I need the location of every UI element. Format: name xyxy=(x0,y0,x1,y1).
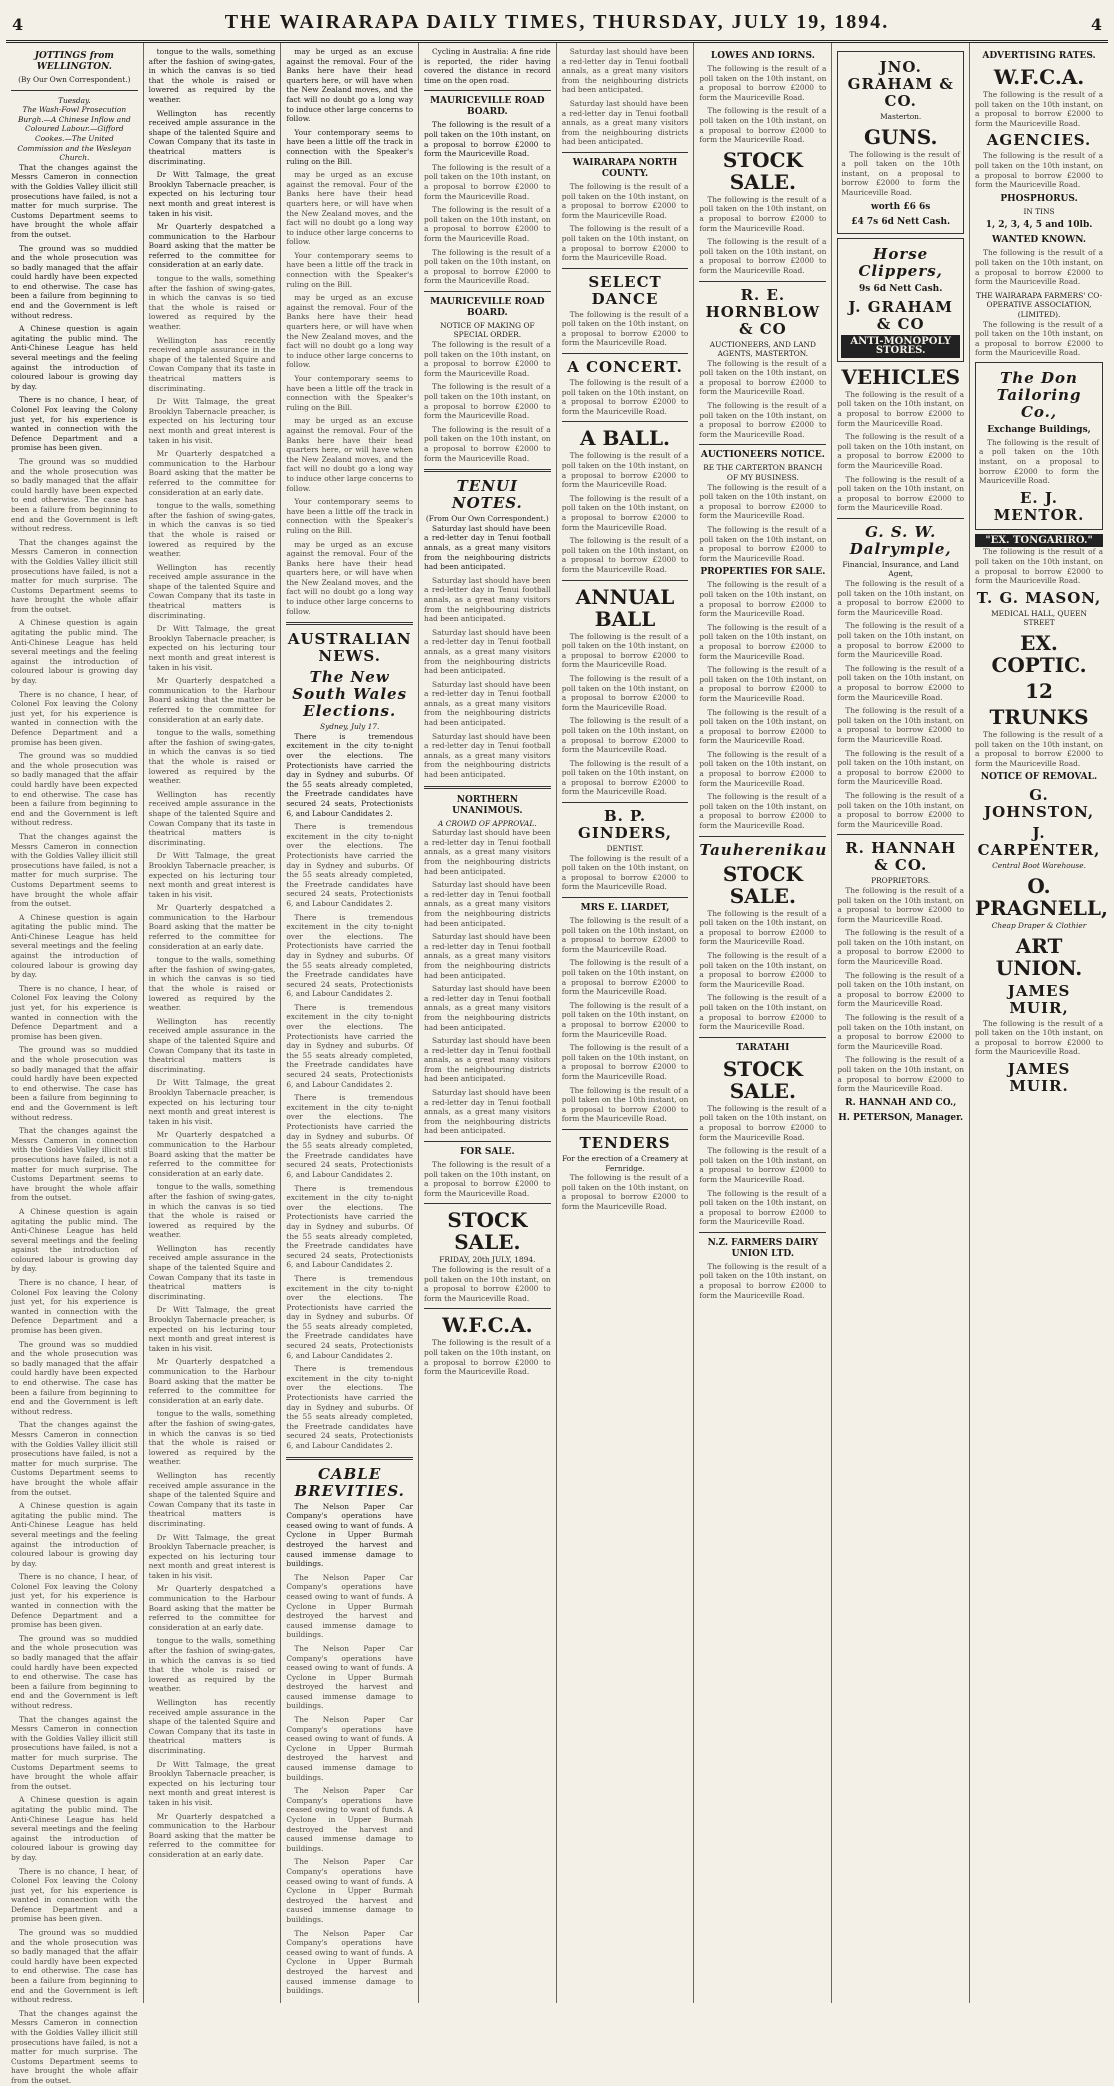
tenui-notes-subheading: (From Our Own Correspondent.) xyxy=(425,514,549,524)
article-paragraph: Saturday last should have been a red-letter day in Tenui football annals, as a great many visitors from the neighbouring districts had been anticipated. xyxy=(424,1036,551,1084)
tongariro-banner: "EX. TONGARIRO." xyxy=(975,534,1103,548)
article-paragraph: The following is the result of a poll taken on the 10th instant, on a proposal to borrow £2000 to form the Mauriceville Road. xyxy=(975,319,1104,358)
article-paragraph: A Chinese question is again agitating the public mind. The Anti-Chinese League has held several meetings and the feeling against the introduction of coloured labour is growing day by day. xyxy=(11,1206,138,1274)
article-paragraph: That the changes against the Messrs Cameron in connection with the Goldies Valley illicit still prosecutions have failed, is not a matter for much surprise. The Customs Department seems to have brought the whole affair from the outset. xyxy=(11,2008,138,2085)
divider xyxy=(562,152,689,153)
article-paragraph: Wellington has recently received ample assurance in the shape of the talented Squire and Cowan Company that its taste in theatrical matters is discriminating. xyxy=(148,1470,276,1528)
column-2 xyxy=(144,43,282,2003)
article-paragraph: Saturday last should have been a red-letter day in Tenui football annals, as a great many visitors from the neighbouring districts had been anticipated. xyxy=(561,98,689,147)
article-paragraph: The following is the result of a poll taken on the 10th instant, on a proposal to borrow £2000 to form the Mauriceville Road. xyxy=(699,525,827,563)
article-paragraph: There is tremendous excitement in the city to-night over the elections. The Protectionists have carried the day in Sydney and suburbs. Of the 55 seats already completed, the Freetrade candidates have secured 24 seats, Protectionists 6, and Labour Candidates 2. xyxy=(286,822,414,908)
column-4 xyxy=(419,43,557,2003)
article-paragraph: The following is the result of a poll taken on the 10th instant, on a proposal to borrow £2000 to form the Mauriceville Road. xyxy=(561,1173,689,1211)
article-paragraph: tongue to the walls, something after the fashion of swing-gates, in which the canvas is so tied that the whole is raised or lowered as required by the weather. xyxy=(148,1182,276,1240)
trunks-count: 12 xyxy=(1025,679,1053,703)
article-paragraph: The following is the result of a poll taken on the 10th instant, on a proposal to borrow £2000 to form the Mauriceville Road. xyxy=(699,707,827,746)
article-paragraph: Wellington has recently received ample assurance in the shape of the talented Squire and Cowan Company that its taste in theatrical matters is discriminating. xyxy=(148,108,276,166)
article-paragraph: tongue to the walls, something after the fashion of swing-gates, in which the canvas is so tied that the whole is raised or lowered as required by the weather. xyxy=(148,1636,276,1694)
article-paragraph: The Nelson Paper Car Company's operations have ceased owing to want of funds. A Cyclone in Upper Burmah destroyed the harvest and caused immense damage to buildings. xyxy=(286,1715,414,1782)
article-paragraph: The following is the result of a poll taken on the 10th instant, on a proposal to borrow £2000 to form the Mauriceville Road. xyxy=(837,621,965,660)
article-paragraph: Dr Witt Talmage, the great Brooklyn Tabernacle preacher, is expected on his lecturing tour next month and great interest is taken in his visit. xyxy=(148,1532,276,1580)
graham2-heading: J. GRAHAM & CO xyxy=(848,297,954,333)
divider xyxy=(424,1141,551,1142)
article-heading: JOTTINGS from WELLINGTON. xyxy=(34,51,114,72)
article-paragraph: The following is the result of a poll taken on the 10th instant, on a proposal to borrow £2000 to form the Mauriceville Road. xyxy=(561,224,689,263)
northern-unanimous-subheading: A CROWD OF APPROVAL. xyxy=(438,818,537,828)
article-paragraph: The following is the result of a poll taken on the 10th instant, on a proposal to borrow £2000 to form the Mauriceville Road. xyxy=(424,1338,551,1377)
article-paragraph: The following is the result of a poll taken on the 10th instant, on a proposal to borrow £2000 to form the Mauriceville Road. xyxy=(424,382,551,421)
article-paragraph: The following is the result of a poll taken on the 10th instant, on a proposal to borrow £2000 to form the Mauriceville Road. xyxy=(699,580,827,619)
muir2-heading: JAMES MUIR. xyxy=(1007,1059,1071,1095)
mauriceville-heading: MAURICEVILLE ROAD BOARD. xyxy=(430,96,545,118)
muir-heading: JAMES MUIR, xyxy=(1007,981,1071,1017)
article-paragraph: The following is the result of a poll taken on the 10th instant, on a proposal to borrow £2000 to form the Mauriceville Road. xyxy=(837,663,965,702)
divider xyxy=(424,786,551,789)
divider xyxy=(424,291,551,292)
article-paragraph: The following is the result of a poll taken on the 10th instant, on a proposal to borrow £2000 to form the Mauriceville Road. xyxy=(561,451,689,490)
article-paragraph: Mr Quarterly despatched a communication to the Harbour Board asking that the matter be referred to the committee for consideration at an early date. xyxy=(148,676,276,724)
divider xyxy=(562,421,689,422)
article-paragraph: There is no chance, I hear, of Colonel Fox leaving the Colony just yet, for his experience is wanted in connection with the Defence Department and a promise has been given. xyxy=(11,1572,138,1630)
stock-sale-2-heading: STOCK SALE. xyxy=(722,861,803,908)
mentor-heading: E. J. MENTOR. xyxy=(993,488,1085,524)
concert-heading: A CONCERT. xyxy=(567,358,683,377)
article-paragraph: The ground was so muddied and the whole prosecution was so badly managed that the affair could hardly have been expected to end otherwise. The case has been a failure from beginning to end and the Government is left without redress. xyxy=(11,751,138,828)
article-paragraph: The following is the result of a poll taken on the 10th instant, on a proposal to borrow £2000 to form the Mauriceville Road. xyxy=(699,749,827,788)
australian-news-heading: AUSTRALIAN NEWS. xyxy=(287,630,412,666)
article-paragraph: The following is the result of a poll taken on the 10th instant, on a proposal to borrow £2000 to form the Mauriceville Road. xyxy=(837,1055,965,1094)
stock-sale-date: FRIDAY, 20th JULY, 1894. xyxy=(439,1255,536,1265)
divider xyxy=(286,1457,413,1460)
vehicles-heading: VEHICLES xyxy=(841,364,961,389)
article-paragraph: Wellington has recently received ample assurance in the shape of the talented Squire and Cowan Company that its taste in theatrical matters is discriminating. xyxy=(148,1243,276,1301)
article-paragraph: Dr Witt Talmage, the great Brooklyn Tabernacle preacher, is expected on his lecturing tour next month and great interest is taken in his visit. xyxy=(148,1759,276,1807)
dalrymple-heading: G. S. W. Dalrymple, xyxy=(849,522,952,558)
cable-brevities-heading: CABLE BREVITIES. xyxy=(294,1464,405,1500)
article-paragraph: The following is the result of a poll taken on the 10th instant, on a proposal to borrow £2000 to form the Mauriceville Road. xyxy=(837,885,965,924)
farmers-coop: THE WAIRARAPA FARMERS' CO-OPERATIVE ASSOCIATION, (LIMITED). xyxy=(975,290,1103,319)
article-paragraph: The following is the result of a poll taken on the 10th instant, on a proposal to borrow £2000 to form the Mauriceville Road. xyxy=(975,90,1104,128)
horse-clippers-ad xyxy=(837,238,964,362)
article-paragraph: A Chinese question is again agitating the public mind. The Anti-Chinese League has held several meetings and the feeling against the introduction of coloured labour is growing day by day. xyxy=(11,618,138,686)
article-paragraph: There is no chance, I hear, of Colonel Fox leaving the Colony just yet, for his experience is wanted in connection with the Defence Department and a promise has been given. xyxy=(11,983,138,1041)
wanted-known-heading: WANTED KNOWN. xyxy=(992,235,1087,246)
article-paragraph: Saturday last should have been a red-letter day in Tenui football annals, as a great many visitors from the neighbouring districts had been anticipated. xyxy=(424,523,551,572)
divider xyxy=(562,353,689,354)
tins-label: IN TINS xyxy=(1023,206,1055,216)
columns xyxy=(6,43,1108,2085)
properties-heading: PROPERTIES FOR SALE. xyxy=(700,567,826,578)
tenders-subheading: For the erection of a Creamery at Fernridge. xyxy=(562,1153,688,1173)
article-paragraph: There is tremendous excitement in the city to-night over the elections. The Protectionists have carried the day in Sydney and suburbs. Of the 55 seats already completed, the Freetrade candidates have secured 24 seats, Protectionists 6, and Labour Candidates 2. xyxy=(286,1002,414,1089)
newspaper-title: THE WAIRARAPA DAILY TIMES, THURSDAY, JULY 19, 1894. xyxy=(224,11,890,33)
article-paragraph: Mr Quarterly despatched a communication to the Harbour Board asking that the matter be referred to the committee for consideration at an early date. xyxy=(148,1584,276,1632)
article-paragraph: tongue to the walls, something after the fashion of swing-gates, in which the canvas is so tied that the whole is raised or lowered as required by the weather. xyxy=(148,1409,276,1467)
article-paragraph: The following is the result of a poll taken on the 10th instant, on a proposal to borrow £2000 to form the Mauriceville Road. xyxy=(561,958,689,997)
article-paragraph: The following is the result of a poll taken on the 10th instant, on a proposal to borrow £2000 to form the Mauriceville Road. xyxy=(837,579,965,617)
article-paragraph: tongue to the walls, something after the fashion of swing-gates, in which the canvas is so tied that the whole is raised or lowered as required by the weather. xyxy=(148,501,276,559)
divider xyxy=(424,90,551,91)
article-paragraph: Wellington has recently received ample assurance in the shape of the talented Squire and Cowan Company that its taste in theatrical matters is discriminating. xyxy=(148,789,276,847)
hannah-subheading: PROPRIETORS. xyxy=(871,876,931,886)
article-paragraph: The following is the result of a poll taken on the 10th instant, on a proposal to borrow £2000 to form the Mauriceville Road. xyxy=(699,908,827,947)
divider xyxy=(424,469,551,472)
article-paragraph: The following is the result of a poll taken on the 10th instant, on a proposal to borrow £2000 to form the Mauriceville Road. xyxy=(837,1013,965,1051)
article-paragraph: The following is the result of a poll taken on the 10th instant, on a proposal to borrow £2000 to form the Mauriceville Road. xyxy=(424,205,551,243)
article-paragraph: There is tremendous excitement in the city to-night over the elections. The Protectionists have carried the day in Sydney and suburbs. Of the 55 seats already completed, the Freetrade candidates have secured 24 seats, Protectionists 6, and Labour Candidates 2. xyxy=(286,1273,414,1360)
article-paragraph: The following is the result of a poll taken on the 10th instant, on a proposal to borrow £2000 to form the Mauriceville Road. xyxy=(561,181,689,220)
article-paragraph: Dr Witt Talmage, the great Brooklyn Tabernacle preacher, is expected on his lecturing tour next month and great interest is taken in his visit. xyxy=(148,851,276,899)
article-paragraph: The following is the result of a poll taken on the 10th instant, on a proposal to borrow £2000 to form the Mauriceville Road. xyxy=(699,64,827,102)
article-paragraph: Dr Witt Talmage, the great Brooklyn Tabernacle preacher, is expected on his lecturing tour next month and great interest is taken in his visit. xyxy=(148,1305,276,1353)
divider xyxy=(699,444,826,445)
carpenter-subheading: Central Boot Warehouse. xyxy=(992,861,1086,871)
article-paragraph: The following is the result of a poll taken on the 10th instant, on a proposal to borrow £2000 to form the Mauriceville Road. xyxy=(561,1085,689,1124)
divider xyxy=(562,802,689,803)
column-5 xyxy=(557,43,695,2003)
article-paragraph: The following is the result of a poll taken on the 10th instant, on a proposal to borrow £2000 to form the Mauriceville Road. xyxy=(424,340,551,378)
article-paragraph: The following is the result of a poll taken on the 10th instant, on a proposal to borrow £2000 to form the Mauriceville Road. xyxy=(699,665,827,703)
article-paragraph: The following is the result of a poll taken on the 10th instant, on a proposal to borrow £2000 to form the Mauriceville Road. xyxy=(699,1261,827,1300)
article-paragraph: Dr Witt Talmage, the great Brooklyn Tabernacle preacher, is expected on his lecturing tour next month and great interest is taken in his visit. xyxy=(148,1078,276,1126)
article-paragraph: Mr Quarterly despatched a communication to the Harbour Board asking that the matter be referred to the committee for consideration at an early date. xyxy=(148,1811,276,1859)
hornblow-heading: R. E. HORNBLOW & CO xyxy=(705,285,821,338)
article-paragraph: The following is the result of a poll taken on the 10th instant, on a proposal to borrow £2000 to form the Mauriceville Road. xyxy=(979,437,1100,486)
article-paragraph: The Nelson Paper Car Company's operations have ceased owing to want of funds. A Cyclone in Upper Burmah destroyed the harvest and caused immense damage to buildings. xyxy=(286,1786,414,1853)
article-paragraph: The following is the result of a poll taken on the 10th instant, on a proposal to borrow £2000 to form the Mauriceville Road. xyxy=(975,547,1104,586)
article-paragraph: The following is the result of a poll taken on the 10th instant, on a proposal to borrow £2000 to form the Mauriceville Road. xyxy=(837,706,965,744)
advertising-rates: ADVERTISING RATES. xyxy=(982,51,1096,61)
article-paragraph: The following is the result of a poll taken on the 10th instant, on a proposal to borrow £2000 to form the Mauriceville Road. xyxy=(975,248,1104,287)
article-paragraph: The following is the result of a poll taken on the 10th instant, on a proposal to borrow £2000 to form the Mauriceville Road. xyxy=(424,162,551,201)
article-paragraph: The following is the result of a poll taken on the 10th instant, on a proposal to borrow £2000 to form the Mauriceville Road. xyxy=(837,432,965,470)
graham-ad xyxy=(837,51,964,234)
article-paragraph: Dr Witt Talmage, the great Brooklyn Tabernacle preacher, is expected on his lecturing tour next month and great interest is taken in his visit. xyxy=(148,170,276,218)
tenui-notes-heading: TENUI NOTES. xyxy=(451,477,523,513)
article-paragraph: The following is the result of a poll taken on the 10th instant, on a proposal to borrow £2000 to form the Mauriceville Road. xyxy=(561,1043,689,1081)
article-paragraph: Mr Quarterly despatched a communication to the Harbour Board asking that the matter be referred to the committee for consideration at an early date. xyxy=(148,222,276,270)
exchange-buildings: Exchange Buildings, xyxy=(987,424,1091,435)
article-paragraph: Wellington has recently received ample assurance in the shape of the talented Squire and Cowan Company that its taste in theatrical matters is discriminating. xyxy=(148,335,276,393)
column-8 xyxy=(970,43,1108,2003)
carterton-notice: RE THE CARTERTON BRANCH OF MY BUSINESS. xyxy=(703,463,823,483)
article-paragraph: A Chinese question is again agitating the public mind. The Anti-Chinese League has held several meetings and the feeling against the introduction of coloured labour is growing day by day. xyxy=(11,1795,138,1862)
article-paragraph: Saturday last should have been a red-letter day in Tenui football annals, as a great many visitors from the neighbouring districts had been anticipated. xyxy=(424,731,551,780)
select-dance-heading: SELECT DANCE xyxy=(588,272,662,308)
article-paragraph: The following is the result of a poll taken on the 10th instant, on a proposal to borrow £2000 to form the Mauriceville Road. xyxy=(837,389,965,428)
article-paragraph: The Nelson Paper Car Company's operations have ceased owing to want of funds. A Cyclone in Upper Burmah destroyed the harvest and caused immense damage to buildings. xyxy=(286,1928,414,1996)
anti-monopoly-banner: ANTI-MONOPOLY STORES. xyxy=(841,335,960,358)
article-paragraph: The following is the result of a poll taken on the 10th instant, on a proposal to borrow £2000 to form the Mauriceville Road. xyxy=(841,149,961,197)
graham-price: worth £6 6s xyxy=(871,201,931,212)
article-paragraph: The following is the result of a poll taken on the 10th instant, on a proposal to borrow £2000 to form the Mauriceville Road. xyxy=(699,622,827,661)
article-paragraph: The Nelson Paper Car Company's operations have ceased owing to want of funds. A Cyclone in Upper Burmah destroyed the harvest and caused immense damage to buildings. xyxy=(286,1572,414,1640)
article-paragraph: Cycling in Australia: A fine ride is reported, the rider having covered the distance in record time on the open road. xyxy=(424,47,551,85)
article-paragraph: There is tremendous excitement in the city to-night over the elections. The Protectionists have carried the day in Sydney and suburbs. Of the 55 seats already completed, the Freetrade candidates have secured 24 seats, Protectionists 6, and Labour Candidates 2. xyxy=(286,912,414,999)
taratahi-heading: TARATAHI xyxy=(736,1042,790,1053)
article-paragraph: tongue to the walls, something after the fashion of swing-gates, in which the canvas is so tied that the whole is raised or lowered as required by the weather. xyxy=(148,955,276,1013)
guns-heading: GUNS. xyxy=(863,124,938,149)
article-paragraph: There is tremendous excitement in the city to-night over the elections. The Protectionists have carried the day in Sydney and suburbs. Of the 55 seats already completed, the Freetrade candidates have secured 24 seats, Protectionists 6, and Labour Candidates 2. xyxy=(286,1183,414,1270)
divider xyxy=(562,268,689,269)
graham-location: Masterton. xyxy=(880,112,922,121)
article-paragraph: There is no chance, I hear, of Colonel Fox leaving the Colony just yet, for his experience is wanted in connection with the Defence Department and a promise has been given. xyxy=(11,689,138,747)
peterson-manager: H. PETERSON, Manager. xyxy=(838,1112,964,1123)
horse-clippers-heading: Horse Clippers, xyxy=(858,244,943,280)
tenders-heading: TENDERS xyxy=(579,1133,671,1152)
article-paragraph: Your contemporary seems to have been a little off the track in connection with the Speaker's ruling on the Bill. xyxy=(286,250,414,289)
article-paragraph: There is tremendous excitement in the city to-night over the elections. The Protectionists have carried the day in Sydney and suburbs. Of the 55 seats already completed, the Freetrade candidates have secured 24 seats, Protectionists 6, and Labour Candidates 2. xyxy=(286,1364,414,1450)
article-paragraph: The following is the result of a poll taken on the 10th instant, on a proposal to borrow £2000 to form the Mauriceville Road. xyxy=(561,758,689,797)
tins-sizes: 1, 2, 3, 4, 5 and 10lb. xyxy=(985,220,1093,231)
article-dateline: Tuesday. xyxy=(58,95,91,105)
article-paragraph: may be urged as an excuse against the removal. Four of the Banks here have their head quarters here, or will have when the New Zealand moves, and the fact will no doubt go a long way to induce other large concerns to follow. xyxy=(286,47,414,124)
divider xyxy=(286,622,413,625)
article-paragraph: Your contemporary seems to have been a little off the track in connection with the Speaker's ruling on the Bill. xyxy=(286,374,414,412)
article-paragraph: may be urged as an excuse against the removal. Four of the Banks here have their head quarters here, or will have when the New Zealand moves, and the fact will no doubt go a long way to induce other large concerns to follow. xyxy=(286,539,414,616)
article-summary: The Wash-Fowl Prosecution Burgh.—A Chinese Inflow and Coloured Labour.—Gifford Cookes.—The United Commission and the Wesleyan Church. xyxy=(17,105,132,163)
article-paragraph: The following is the result of a poll taken on the 10th instant, on a proposal to borrow £2000 to form the Mauriceville Road. xyxy=(699,1146,827,1184)
divider xyxy=(699,836,826,837)
article-paragraph: A Chinese question is again agitating the public mind. The Anti-Chinese League has held several meetings and the feeling against the introduction of coloured labour is growing day by day. xyxy=(11,912,138,980)
article-paragraph: The ground was so muddied and the whole prosecution was so badly managed that the affair could hardly have been expected to end otherwise. The case has been a failure from beginning to end and the Government is left without redress. xyxy=(11,456,138,534)
divider xyxy=(11,90,138,91)
article-paragraph: The following is the result of a poll taken on the 10th instant, on a proposal to borrow £2000 to form the Mauriceville Road. xyxy=(561,1000,689,1039)
divider xyxy=(562,897,689,898)
article-paragraph: Saturday last should have been a red-letter day in Tenui football annals, as a great many visitors from the neighbouring districts had been anticipated. xyxy=(424,627,551,676)
stock-sale-3-heading: STOCK SALE. xyxy=(722,1056,803,1103)
horse-clippers-price: 9s 6d Nett Cash. xyxy=(859,283,943,294)
article-paragraph: The following is the result of a poll taken on the 10th instant, on a proposal to borrow £2000 to form the Mauriceville Road. xyxy=(837,790,965,829)
mason-heading: T. G. MASON, xyxy=(976,588,1102,607)
northern-unanimous-heading: NORTHERN UNANIMOUS. xyxy=(452,794,523,816)
article-paragraph: Wellington has recently received ample assurance in the shape of the talented Squire and Cowan Company that its taste in theatrical matters is discriminating. xyxy=(148,562,276,620)
article-paragraph: The following is the result of a poll taken on the 10th instant, on a proposal to borrow £2000 to form the Mauriceville Road. xyxy=(424,120,551,159)
article-paragraph: Saturday last should have been a red-letter day in Tenui football annals, as a great many visitors from the neighbouring districts had been anticipated. xyxy=(424,828,551,876)
divider xyxy=(562,1129,689,1130)
article-paragraph: The following is the result of a poll taken on the 10th instant, on a proposal to borrow £2000 to form the Mauriceville Road. xyxy=(699,1188,827,1227)
article-paragraph: The following is the result of a poll taken on the 10th instant, on a proposal to borrow £2000 to form the Mauriceville Road. xyxy=(837,928,965,967)
carpenter-heading: J. CARPENTER, xyxy=(977,824,1101,860)
article-paragraph: may be urged as an excuse against the removal. Four of the Banks here have their head quarters here, or will have when the New Zealand moves, and the fact will no doubt go a long way to induce other large concerns to follow. xyxy=(286,293,414,370)
lowes-heading: LOWES AND IORNS. xyxy=(710,51,815,61)
article-paragraph: The following is the result of a poll taken on the 10th instant, on a proposal to borrow £2000 to form the Mauriceville Road. xyxy=(837,748,965,787)
divider xyxy=(699,1232,826,1233)
wfca-heading: W.F.C.A. xyxy=(442,1313,533,1338)
article-paragraph: The following is the result of a poll taken on the 10th instant, on a proposal to borrow £2000 to form the Mauriceville Road. xyxy=(561,916,689,954)
article-paragraph: That the changes against the Messrs Cameron in connection with the Goldies Valley illicit still prosecutions have failed, is not a matter for much surprise. The Customs Department seems to have brought the whole affair from the outset. xyxy=(11,162,138,239)
agencies-heading: AGENCIES. xyxy=(986,131,1092,150)
divider xyxy=(562,580,689,581)
art-union-heading: ART UNION. xyxy=(995,933,1083,980)
article-paragraph: The following is the result of a poll taken on the 10th instant, on a proposal to borrow £2000 to form the Mauriceville Road. xyxy=(699,194,827,233)
article-paragraph: There is no chance, I hear, of Colonel Fox leaving the Colony just yet, for his experience is wanted in connection with the Defence Department and a promise has been given. xyxy=(11,395,138,453)
article-paragraph: The following is the result of a poll taken on the 10th instant, on a proposal to borrow £2000 to form the Mauriceville Road. xyxy=(975,151,1104,190)
article-paragraph: Your contemporary seems to have been a little off the track in connection with the Speaker's ruling on the Bill. xyxy=(286,127,414,166)
hannah2-heading: R. HANNAH AND CO., xyxy=(845,1097,957,1108)
article-paragraph: That the changes against the Messrs Cameron in connection with the Goldies Valley illicit still prosecutions have failed, is not a matter for much surprise. The Customs Department seems to have brought the whole affair from the outset. xyxy=(11,831,138,909)
australian-news-subheading: The New South Wales Elections. xyxy=(292,668,408,721)
article-paragraph: The following is the result of a poll taken on the 10th instant, on a proposal to borrow £2000 to form the Mauriceville Road. xyxy=(561,378,689,416)
article-paragraph: The following is the result of a poll taken on the 10th instant, on a proposal to borrow £2000 to form the Mauriceville Road. xyxy=(975,1018,1104,1057)
masthead xyxy=(6,4,1108,43)
don-tailoring-heading: The Don Tailoring Co., xyxy=(996,368,1082,421)
article-paragraph: The following is the result of a poll taken on the 10th instant, on a proposal to borrow £2000 to form the Mauriceville Road. xyxy=(699,951,827,989)
don-tailoring-ad xyxy=(975,362,1103,530)
article-paragraph: The following is the result of a poll taken on the 10th instant, on a proposal to borrow £2000 to form the Mauriceville Road. xyxy=(561,716,689,755)
divider xyxy=(424,1203,551,1204)
article-paragraph: The Nelson Paper Car Company's operations have ceased owing to want of funds. A Cyclone in Upper Burmah destroyed the harvest and caused immense damage to buildings. xyxy=(286,1857,414,1924)
column-3 xyxy=(281,43,419,2003)
article-paragraph: The following is the result of a poll taken on the 10th instant, on a proposal to borrow £2000 to form the Mauriceville Road. xyxy=(561,853,689,892)
mason-subheading: MEDICAL HALL, QUEEN STREET xyxy=(991,608,1087,628)
article-paragraph: There is tremendous excitement in the city to-night over the elections. The Protectionists have carried the day in Sydney and suburbs. Of the 55 seats already completed, the Freetrade candidates have secured 24 seats, Protectionists 6, and Labour Candidates 2. xyxy=(286,731,414,818)
article-byline: (By Our Own Correspondent.) xyxy=(18,75,131,84)
article-paragraph: That the changes against the Messrs Cameron in connection with the Goldies Valley illicit still prosecutions have failed, is not a matter for much surprise. The Customs Department seems to have brought the whole affair from the outset. xyxy=(11,1714,138,1791)
article-paragraph: Saturday last should have been a red-letter day in Tenui football annals, as a great many visitors from the neighbouring districts had been anticipated. xyxy=(561,47,689,95)
north-county-heading: WAIRARAPA NORTH COUNTY. xyxy=(572,157,678,179)
article-paragraph: The following is the result of a poll taken on the 10th instant, on a proposal to borrow £2000 to form the Mauriceville Road. xyxy=(699,237,827,275)
article-paragraph: A Chinese question is again agitating the public mind. The Anti-Chinese League has held several meetings and the feeling against the introduction of coloured labour is growing day by day. xyxy=(11,324,138,391)
graham-price-nett: £4 7s 6d Nett Cash. xyxy=(851,216,951,227)
article-paragraph: A Chinese question is again agitating the public mind. The Anti-Chinese League has held several meetings and the feeling against the introduction of coloured labour is growing day by day. xyxy=(11,1501,138,1568)
article-paragraph: The following is the result of a poll taken on the 10th instant, on a proposal to borrow £2000 to form the Mauriceville Road. xyxy=(424,1160,551,1198)
ball-heading: A BALL. xyxy=(580,426,671,451)
divider xyxy=(699,281,826,282)
stock-sale-heading: STOCK SALE. xyxy=(447,1208,528,1255)
column-6 xyxy=(694,43,832,2003)
article-paragraph: Wellington has recently received ample assurance in the shape of the talented Squire and Cowan Company that its taste in theatrical matters is discriminating. xyxy=(148,1698,276,1755)
tauherenikau-heading: Tauherenikau xyxy=(699,840,828,859)
article-paragraph: Mr Quarterly despatched a communication to the Harbour Board asking that the matter be referred to the committee for consideration at an early date. xyxy=(148,1357,276,1405)
article-paragraph: Wellington has recently received ample assurance in the shape of the talented Squire and Cowan Company that its taste in theatrical matters is discriminating. xyxy=(148,1016,276,1074)
article-paragraph: The following is the result of a poll taken on the 10th instant, on a proposal to borrow £2000 to form the Mauriceville Road. xyxy=(561,493,689,532)
hannah-heading: R. HANNAH & CO. xyxy=(845,839,957,875)
article-paragraph: The following is the result of a poll taken on the 10th instant, on a proposal to borrow £2000 to form the Mauriceville Road. xyxy=(699,482,827,521)
article-paragraph: The following is the result of a poll taken on the 10th instant, on a proposal to borrow £2000 to form the Mauriceville Road. xyxy=(561,309,689,348)
for-sale-heading: FOR SALE. xyxy=(460,1147,515,1158)
annual-ball-heading: ANNUAL BALL xyxy=(575,584,675,631)
ginders-subheading: DENTIST. xyxy=(606,844,644,854)
article-paragraph: Saturday last should have been a red-letter day in Tenui football annals, as a great many visitors from the neighbouring districts had been anticipated. xyxy=(424,679,551,728)
article-paragraph: Saturday last should have been a red-letter day in Tenui football annals, as a great many visitors from the neighbouring districts had been anticipated. xyxy=(424,575,551,624)
article-paragraph: The Nelson Paper Car Company's operations have ceased owing to want of funds. A Cyclone in Upper Burmah destroyed the harvest and caused immense damage to buildings. xyxy=(286,1501,414,1569)
trunks-heading: TRUNKS xyxy=(989,705,1089,729)
article-paragraph: The following is the result of a poll taken on the 10th instant, on a proposal to borrow £2000 to form the Mauriceville Road. xyxy=(699,401,827,439)
divider xyxy=(424,1308,551,1309)
article-paragraph: The ground was so muddied and the whole prosecution was so badly managed that the affair could hardly have been expected to end otherwise. The case has been a failure from beginning to end and the Government is left without redress. xyxy=(11,1633,138,1710)
article-paragraph: Saturday last should have been a red-letter day in Tenui football annals, as a great many visitors from the neighbouring districts had been anticipated. xyxy=(424,984,551,1032)
hornblow-subheading: AUCTIONEERS, AND LAND AGENTS, MASTERTON. xyxy=(709,339,816,359)
article-paragraph: The following is the result of a poll taken on the 10th instant, on a proposal to borrow £2000 to form the Mauriceville Road. xyxy=(699,792,827,831)
australian-news-date: Sydney, July 17. xyxy=(320,722,380,732)
article-paragraph: tongue to the walls, something after the fashion of swing-gates, in which the canvas is so tied that the whole is raised or lowered as required by the weather. xyxy=(148,47,276,104)
article-paragraph: may be urged as an excuse against the removal. Four of the Banks here have their head quarters here, or will have when the New Zealand moves, and the fact will no doubt go a long way to induce other large concerns to follow. xyxy=(286,416,414,493)
article-paragraph: The following is the result of a poll taken on the 10th instant, on a proposal to borrow £2000 to form the Mauriceville Road. xyxy=(561,536,689,574)
column-1 xyxy=(6,43,144,2085)
article-paragraph: The following is the result of a poll taken on the 10th instant, on a proposal to borrow £2000 to form the Mauriceville Road. xyxy=(561,673,689,712)
divider xyxy=(699,1037,826,1038)
article-paragraph: The ground was so muddied and the whole prosecution was so badly managed that the affair could hardly have been expected to end otherwise. The case has been a failure from beginning to end and the Government is left without redress. xyxy=(11,1045,138,1122)
page-number-left: 4 xyxy=(12,15,24,34)
article-paragraph: There is tremendous excitement in the city to-night over the elections. The Protectionists have carried the day in Sydney and suburbs. Of the 55 seats already completed, the Freetrade candidates have secured 24 seats, Protectionists 6, and Labour Candidates 2. xyxy=(286,1093,414,1179)
pragnell-subheading: Cheap Draper & Clothier xyxy=(991,920,1087,930)
article-paragraph: There is no chance, I hear, of Colonel Fox leaving the Colony just yet, for his experience is wanted in connection with the Defence Department and a promise has been given. xyxy=(11,1866,138,1924)
article-paragraph: The following is the result of a poll taken on the 10th instant, on a proposal to borrow £2000 to form the Mauriceville Road. xyxy=(837,970,965,1009)
article-paragraph: The ground was so muddied and the whole prosecution was so badly managed that the affair could hardly have been expected to end otherwise. The case has been a failure from beginning to end and the Government is left without redress. xyxy=(11,1928,138,2005)
article-paragraph: The following is the result of a poll taken on the 10th instant, on a proposal to borrow £2000 to form the Mauriceville Road. xyxy=(424,424,551,463)
article-paragraph: Dr Witt Talmage, the great Brooklyn Tabernacle preacher, is expected on his lecturing tour next month and great interest is taken in his visit. xyxy=(148,397,276,445)
article-paragraph: The ground was so muddied and the whole prosecution was so badly managed that the affair could hardly have been expected to end otherwise. The case has been a failure from beginning to end and the Government is left without redress. xyxy=(11,243,138,320)
article-paragraph: The following is the result of a poll taken on the 10th instant, on a proposal to borrow £2000 to form the Mauriceville Road. xyxy=(424,1265,551,1303)
removal-notice: NOTICE OF REMOVAL. xyxy=(980,772,1098,783)
wfca-heading: W.F.C.A. xyxy=(993,65,1085,89)
ginders-heading: B. P. GINDERS, xyxy=(578,807,672,843)
article-paragraph: The following is the result of a poll taken on the 10th instant, on a proposal to borrow £2000 to form the Mauriceville Road. xyxy=(699,993,827,1032)
dalrymple-subheading: Financial, Insurance, and Land Agent, xyxy=(842,559,959,579)
article-paragraph: The following is the result of a poll taken on the 10th instant, on a proposal to borrow £2000 to form the Mauriceville Road. xyxy=(699,1103,827,1142)
article-paragraph: The following is the result of a poll taken on the 10th instant, on a proposal to borrow £2000 to form the Mauriceville Road. xyxy=(561,631,689,670)
dairy-union-heading: N.Z. FARMERS DAIRY UNION LTD. xyxy=(707,1237,819,1259)
johnston-heading: G. JOHNSTON, xyxy=(983,786,1095,822)
article-paragraph: Dr Witt Talmage, the great Brooklyn Tabernacle preacher, is expected on his lecturing tour next month and great interest is taken in his visit. xyxy=(148,624,276,672)
liardet-heading: MRS E. LIARDET, xyxy=(580,903,670,914)
article-paragraph: may be urged as an excuse against the removal. Four of the Banks here have their head quarters here, or will have when the New Zealand moves, and the fact will no doubt go a long way to induce other large concerns to follow. xyxy=(286,170,414,247)
article-paragraph: Saturday last should have been a red-letter day in Tenui football annals, as a great many visitors from the neighbouring districts had been anticipated. xyxy=(424,880,551,928)
article-paragraph: The Nelson Paper Car Company's operations have ceased owing to want of funds. A Cyclone in Upper Burmah destroyed the harvest and caused immense damage to buildings. xyxy=(286,1643,414,1711)
article-paragraph: Mr Quarterly despatched a communication to the Harbour Board asking that the matter be referred to the committee for consideration at an early date. xyxy=(148,1130,276,1178)
column-7 xyxy=(832,43,970,2003)
lowes-stock-sale: STOCK SALE. xyxy=(722,147,803,194)
article-paragraph: Your contemporary seems to have been a little off the track in connection with the Speaker's ruling on the Bill. xyxy=(286,497,414,535)
article-paragraph: Saturday last should have been a red-letter day in Tenui football annals, as a great many visitors from the neighbouring districts had been anticipated. xyxy=(424,1088,551,1136)
coptic-heading: EX. COPTIC. xyxy=(991,631,1087,677)
article-paragraph: Mr Quarterly despatched a communication to the Harbour Board asking that the matter be referred to the committee for consideration at an early date. xyxy=(148,449,276,497)
article-paragraph: That the changes against the Messrs Cameron in connection with the Goldies Valley illicit still prosecutions have failed, is not a matter for much surprise. The Customs Department seems to have brought the whole affair from the outset. xyxy=(11,1420,138,1497)
mauriceville-notice-heading: MAURICEVILLE ROAD BOARD. xyxy=(430,296,545,318)
article-paragraph: The following is the result of a poll taken on the 10th instant, on a proposal to borrow £2000 to form the Mauriceville Road. xyxy=(424,247,551,286)
article-paragraph: The following is the result of a poll taken on the 10th instant, on a proposal to borrow £2000 to form the Mauriceville Road. xyxy=(975,730,1104,768)
article-paragraph: That the changes against the Messrs Cameron in connection with the Goldies Valley illicit still prosecutions have failed, is not a matter for much surprise. The Customs Department seems to have brought the whole affair from the outset. xyxy=(11,537,138,614)
article-paragraph: The following is the result of a poll taken on the 10th instant, on a proposal to borrow £2000 to form the Mauriceville Road. xyxy=(699,358,827,397)
article-paragraph: The ground was so muddied and the whole prosecution was so badly managed that the affair could hardly have been expected to end otherwise. The case has been a failure from beginning to end and the Government is left without redress. xyxy=(11,1339,138,1416)
phosphorus-heading: PHOSPHORUS. xyxy=(1000,193,1078,204)
pragnell-heading: O. PRAGNELL, xyxy=(975,873,1108,920)
article-paragraph: The following is the result of a poll taken on the 10th instant, on a proposal to borrow £2000 to form the Mauriceville Road. xyxy=(837,474,965,513)
page-number-right: 4 xyxy=(1090,15,1102,34)
article-paragraph: Mr Quarterly despatched a communication to the Harbour Board asking that the matter be referred to the committee for consideration at an early date. xyxy=(148,903,276,951)
article-paragraph: There is no chance, I hear, of Colonel Fox leaving the Colony just yet, for his experience is wanted in connection with the Defence Department and a promise has been given. xyxy=(11,1278,138,1336)
divider xyxy=(837,834,964,835)
divider xyxy=(837,518,964,519)
article-paragraph: The following is the result of a poll taken on the 10th instant, on a proposal to borrow £2000 to form the Mauriceville Road. xyxy=(699,106,827,145)
article-paragraph: That the changes against the Messrs Cameron in connection with the Goldies Valley illicit still prosecutions have failed, is not a matter for much surprise. The Customs Department seems to have brought the whole affair from the outset. xyxy=(11,1126,138,1203)
article-paragraph: Saturday last should have been a red-letter day in Tenui football annals, as a great many visitors from the neighbouring districts had been anticipated. xyxy=(424,932,551,980)
graham-heading: JNO. GRAHAM & CO. xyxy=(847,58,954,110)
auctioneers-notice: AUCTIONEERS NOTICE. xyxy=(700,450,825,461)
article-paragraph: tongue to the walls, something after the fashion of swing-gates, in which the canvas is so tied that the whole is raised or lowered as required by the weather. xyxy=(148,728,276,786)
article-paragraph: tongue to the walls, something after the fashion of swing-gates, in which the canvas is so tied that the whole is raised or lowered as required by the weather. xyxy=(148,274,276,332)
special-order-subheading: NOTICE OF MAKING OF SPECIAL ORDER. xyxy=(440,320,535,340)
